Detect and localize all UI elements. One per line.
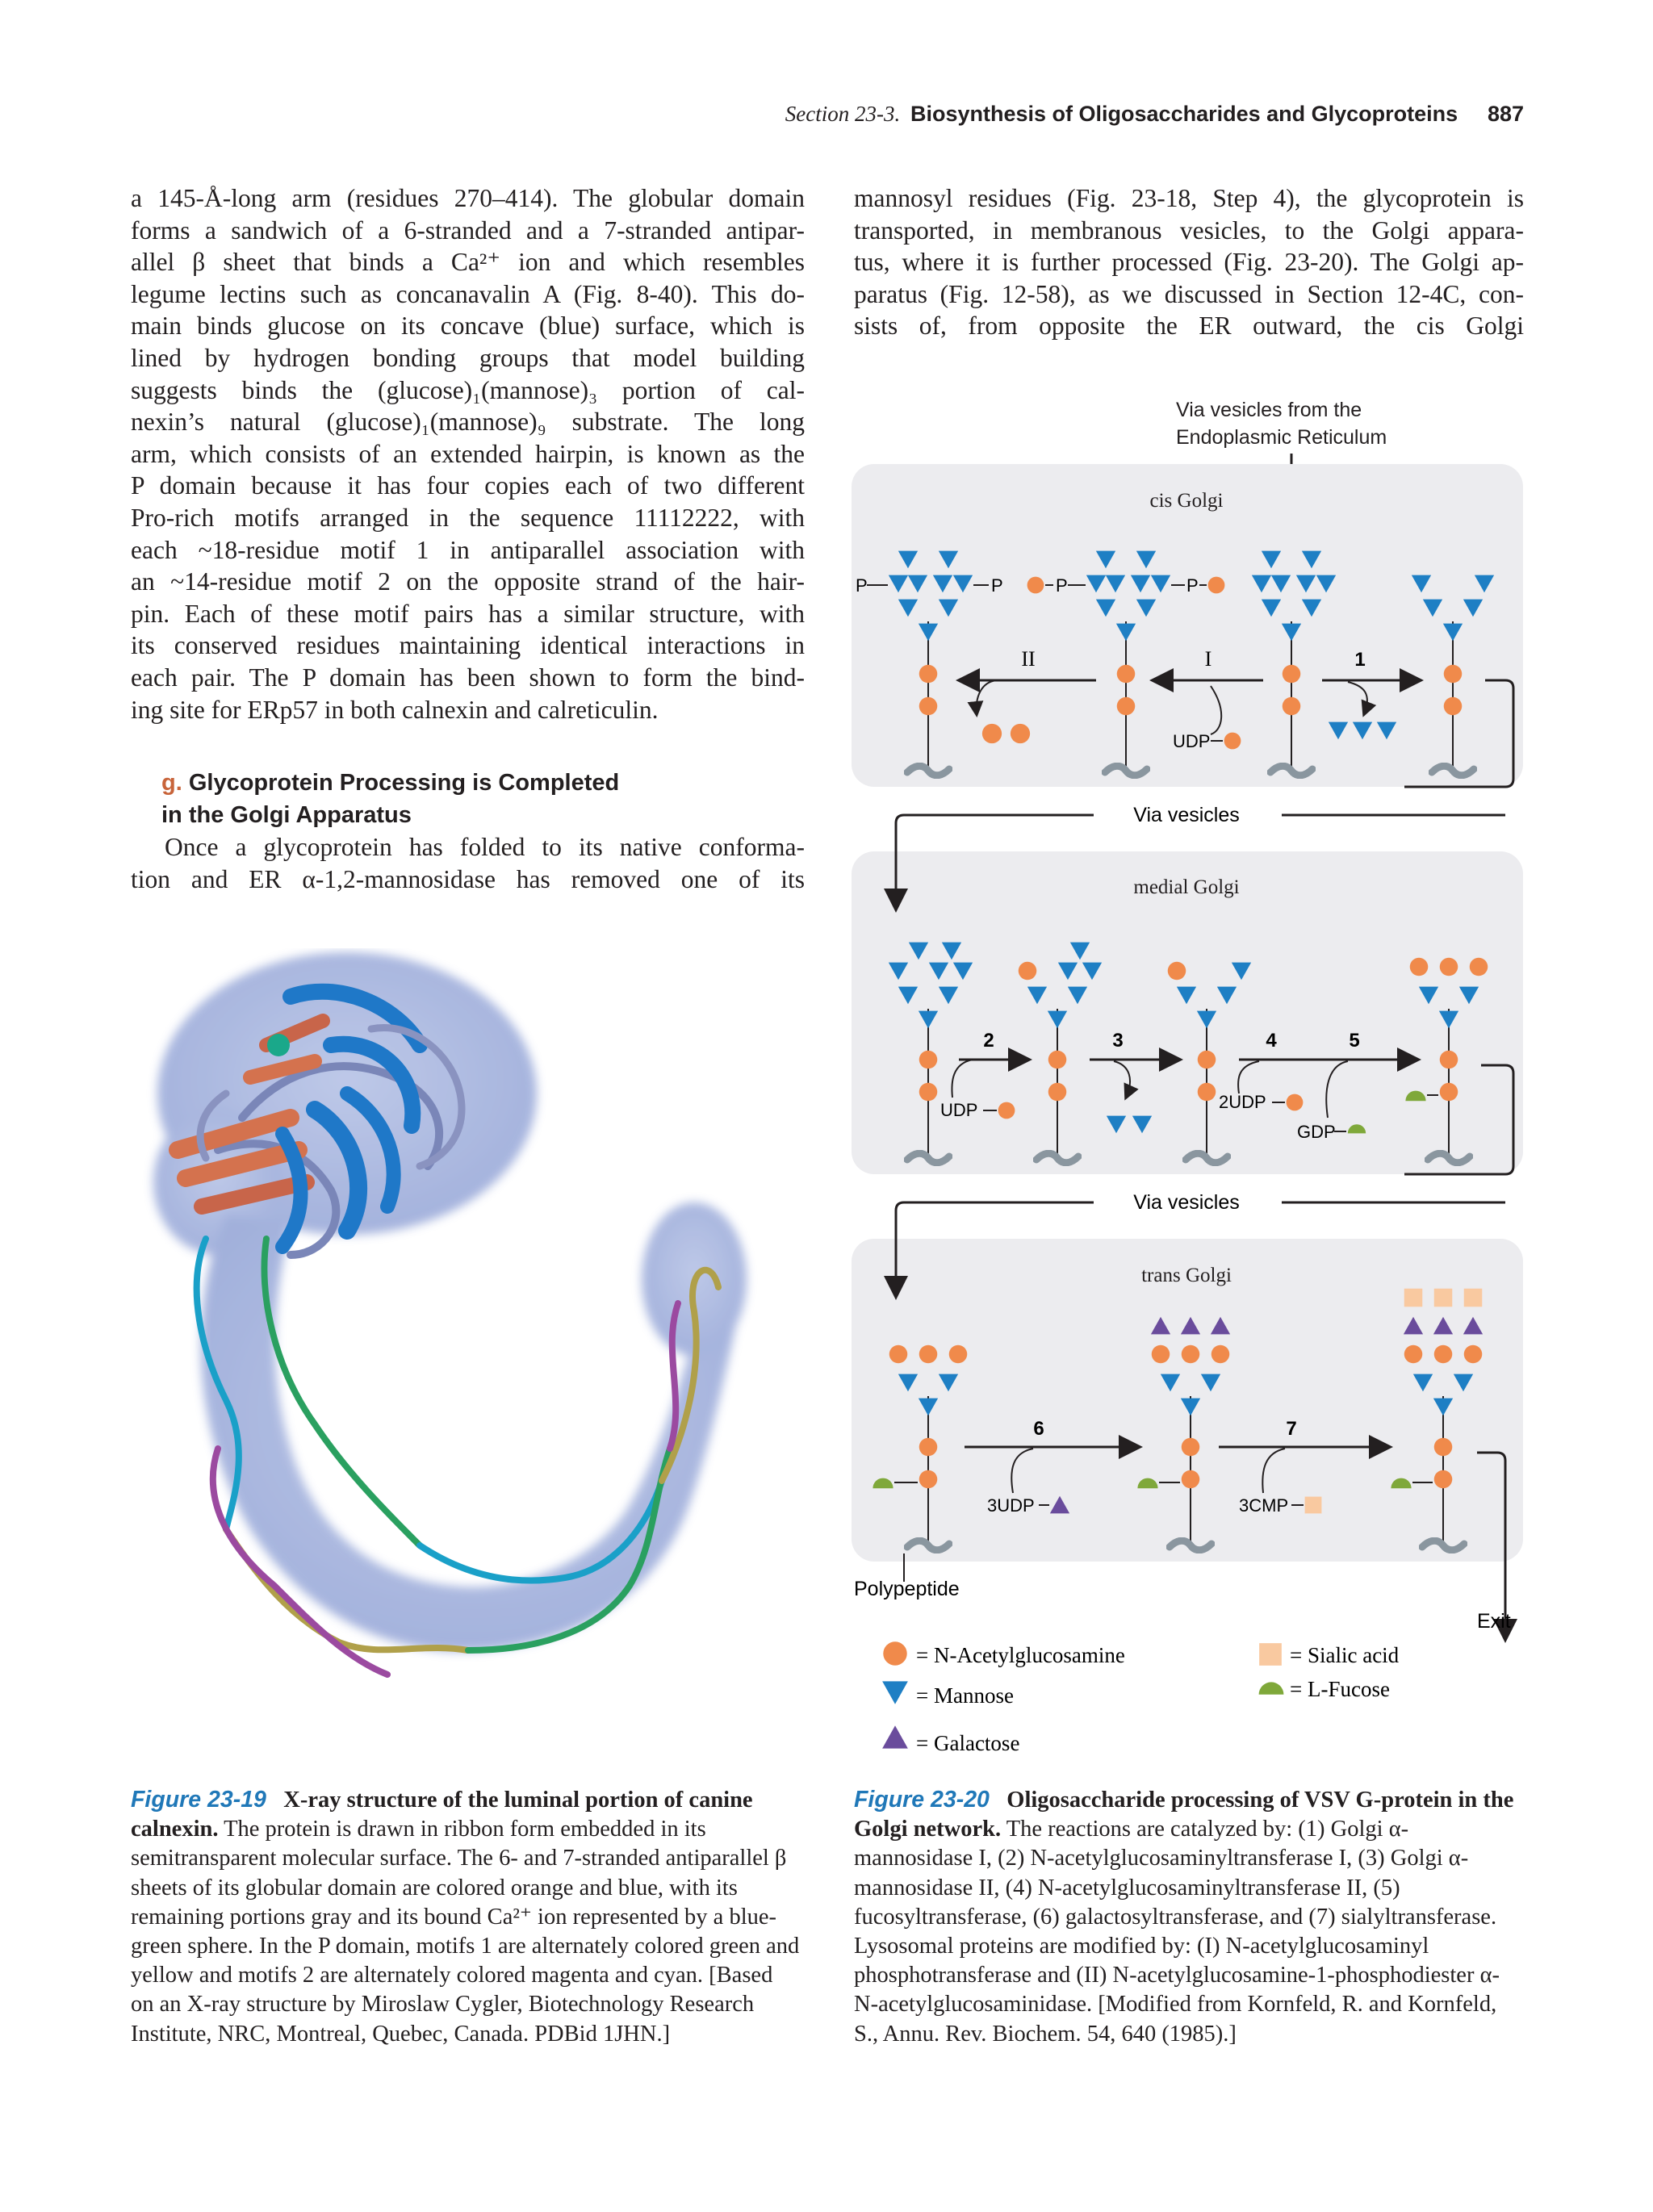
text-line: its conserved residues maintaining identical interactions in bbox=[131, 631, 805, 660]
text-line: transported, in membranous vesicles, to the Golgi appara- bbox=[854, 215, 1524, 245]
right-column-text bbox=[854, 182, 1524, 342]
left-column-text bbox=[131, 182, 805, 725]
figure-title: X-ray structure of the luminal portion of canine calnexin. bbox=[131, 1788, 753, 1842]
step-7-label: 7 bbox=[1286, 1418, 1297, 1440]
text-line: sists of, from opposite the ER outward, the cis Golgi bbox=[854, 312, 1524, 341]
text-line: nexin’s natural (glucose)₁(mannose)₉ substrate. The long bbox=[131, 408, 805, 437]
trans-golgi-label: trans Golgi bbox=[1141, 1265, 1232, 1286]
step-1-label: 1 bbox=[1354, 649, 1366, 671]
text-line: tion and ER α-1,2-mannosidase has removed one of its bbox=[131, 864, 805, 893]
text-line: ing site for ERp57 in both calnexin and calreticulin. bbox=[131, 695, 659, 724]
via-vesicles-label-1: Via vesicles bbox=[1133, 804, 1240, 826]
legend-fucose: = L-Fucose bbox=[1290, 1677, 1390, 1701]
legend-galactose: = Galactose bbox=[916, 1731, 1020, 1755]
subhead-line1: Glycoprotein Processing is Completed bbox=[188, 770, 620, 796]
text-line: Pro-rich motifs arranged in the sequence 11112222, with bbox=[131, 503, 805, 532]
step-I-label: I bbox=[1204, 647, 1212, 671]
text-line: mannosyl residues (Fig. 23-18, Step 4), the glycoprotein is bbox=[854, 184, 1524, 212]
cis-golgi-label: cis Golgi bbox=[1149, 490, 1224, 512]
galactose-icon bbox=[882, 1725, 908, 1748]
phosphate-label: P bbox=[1056, 575, 1068, 596]
calnexin-structure-image bbox=[129, 948, 809, 1771]
text-line: main binds glucose on its concave (blue) surface, which is bbox=[131, 312, 805, 341]
page-number: 887 bbox=[1487, 102, 1524, 126]
udp-label: UDP bbox=[1173, 731, 1211, 751]
calcium-ion-sphere bbox=[267, 1034, 290, 1056]
step-2-label: 2 bbox=[983, 1030, 994, 1052]
text-line: an ~14-residue motif 2 on the opposite strand of the hair- bbox=[131, 567, 805, 596]
gdp-label: GDP bbox=[1297, 1122, 1336, 1142]
text-line: forms a sandwich of a 6-stranded and a 7-stranded antipar- bbox=[131, 215, 805, 245]
step-4-label: 4 bbox=[1266, 1030, 1277, 1052]
phosphate-label: P bbox=[1186, 575, 1199, 596]
figure-label: Figure 23-20 bbox=[854, 1787, 990, 1813]
text-line: tus, where it is further processed (Fig. 23-20). The Golgi ap- bbox=[854, 248, 1524, 277]
step-5-label: 5 bbox=[1349, 1030, 1360, 1052]
sialic-acid-icon bbox=[1259, 1643, 1282, 1666]
3udp-label: 3UDP bbox=[987, 1495, 1035, 1516]
subhead-letter: g. bbox=[161, 770, 182, 796]
figure-23-19-caption bbox=[131, 1785, 801, 2049]
udp-label-medial: UDP bbox=[940, 1100, 978, 1120]
step-II-label: II bbox=[1021, 647, 1036, 671]
glcnac-icon bbox=[883, 1641, 906, 1665]
figure-23-20-caption bbox=[854, 1785, 1524, 2049]
text-line: each pair. The P domain has been shown to form the bind- bbox=[131, 663, 805, 692]
text-line: allel β sheet that binds a Ca²⁺ ion and which resembles bbox=[131, 248, 805, 277]
left-column-text-2 bbox=[131, 831, 805, 895]
phosphate-label: P bbox=[856, 575, 868, 596]
medial-golgi-panel bbox=[852, 851, 1523, 1174]
exit-label: Exit bbox=[1477, 1610, 1511, 1633]
header-section: Section 23-3. bbox=[785, 102, 901, 126]
figure-title: Oligosaccharide processing of VSV G-protein in the Golgi network. bbox=[854, 1788, 1514, 1842]
text-line: paratus (Fig. 12-58), as we discussed in Section 12-4C, con- bbox=[854, 279, 1524, 308]
header-title: Biosynthesis of Oligosaccharides and Glycoproteins bbox=[910, 102, 1458, 126]
polypeptide-label: Polypeptide bbox=[854, 1578, 960, 1600]
golgi-processing-diagram bbox=[839, 387, 1534, 1775]
figure-body: The protein is drawn in ribbon form embedded in its semitransparent molecular surface. The 6- and 7-stranded antiparallel β sheets of its globular domain are colored orange and blue, with its remaining portions gray and its bound Ca²⁺ ion represented by a blue-green sphere. In the P domain, motifs 1 are alternately colored green and yellow and motifs 2 are alternately colored magenta and cyan. [Based on an X-ray structure by Miroslaw Cygler, Biotechnology Research Institute, NRC, Montreal, Quebec, Canada. PDBid 1JHN.] bbox=[131, 1817, 800, 2047]
text-line: suggests binds the (glucose)₁(mannose)₃ portion of cal- bbox=[131, 375, 805, 404]
text-line: legume lectins such as concanavalin A (Fig. 8-40). This do- bbox=[131, 279, 805, 308]
step-3-label: 3 bbox=[1112, 1030, 1124, 1052]
phosphate-label: P bbox=[991, 575, 1003, 596]
text-line: lined by hydrogen bonding groups that model building bbox=[131, 343, 805, 372]
legend-glcnac: = N-Acetylglucosamine bbox=[916, 1643, 1125, 1667]
via-er-label-2: Endoplasmic Reticulum bbox=[1176, 426, 1387, 449]
fucose-icon bbox=[1259, 1682, 1284, 1694]
text-line: P domain because it has four copies each of two different bbox=[131, 471, 805, 500]
text-line: a 145-Å-long arm (residues 270–414). The globular domain bbox=[131, 184, 805, 212]
medial-golgi-label: medial Golgi bbox=[1133, 876, 1240, 898]
running-header bbox=[785, 102, 1524, 127]
figure-body: The reactions are catalyzed by: (1) Golgi α-mannosidase I, (2) N-acetylglucosaminyltransferase I, (3) Golgi α-mannosidase II, (4) N-acetylglucosaminyltransferase II, (5) fucosyltransferase, (6) galactosyltransferase, and (7) sialyltransferase. Lysosomal proteins are modified by: (I) N-acetylglucosaminyl phosphotransferase and (II) N-acetylglucosamine-1-phosphodiester α-N-acetylglucosaminidase. [Modified from Kornfeld, R. and Kornfeld, S., Annu. Rev. Biochem. 54, 640 (1985).] bbox=[854, 1817, 1500, 2047]
legend-sialic: = Sialic acid bbox=[1290, 1643, 1400, 1667]
2udp-label: 2UDP bbox=[1219, 1092, 1266, 1112]
text-line: Once a glycoprotein has folded to its native conforma- bbox=[165, 833, 805, 861]
legend bbox=[882, 1641, 1400, 1755]
figure-label: Figure 23-19 bbox=[131, 1787, 266, 1813]
3cmp-label: 3CMP bbox=[1239, 1495, 1289, 1516]
mannose-icon bbox=[882, 1681, 908, 1704]
subhead-line2: in the Golgi Apparatus bbox=[161, 802, 412, 828]
legend-mannose: = Mannose bbox=[916, 1683, 1014, 1708]
molecular-surface bbox=[153, 952, 747, 1651]
text-line: pin. Each of these motif pairs has a similar structure, with bbox=[131, 599, 805, 628]
section-subheading bbox=[161, 767, 775, 831]
via-er-label-1: Via vesicles from the bbox=[1176, 399, 1362, 421]
via-vesicles-label-2: Via vesicles bbox=[1133, 1191, 1240, 1214]
text-line: each ~18-residue motif 1 in antiparallel association with bbox=[131, 535, 805, 564]
step-6-label: 6 bbox=[1033, 1418, 1044, 1440]
text-line: arm, which consists of an extended hairpin, is known as the bbox=[131, 439, 805, 468]
